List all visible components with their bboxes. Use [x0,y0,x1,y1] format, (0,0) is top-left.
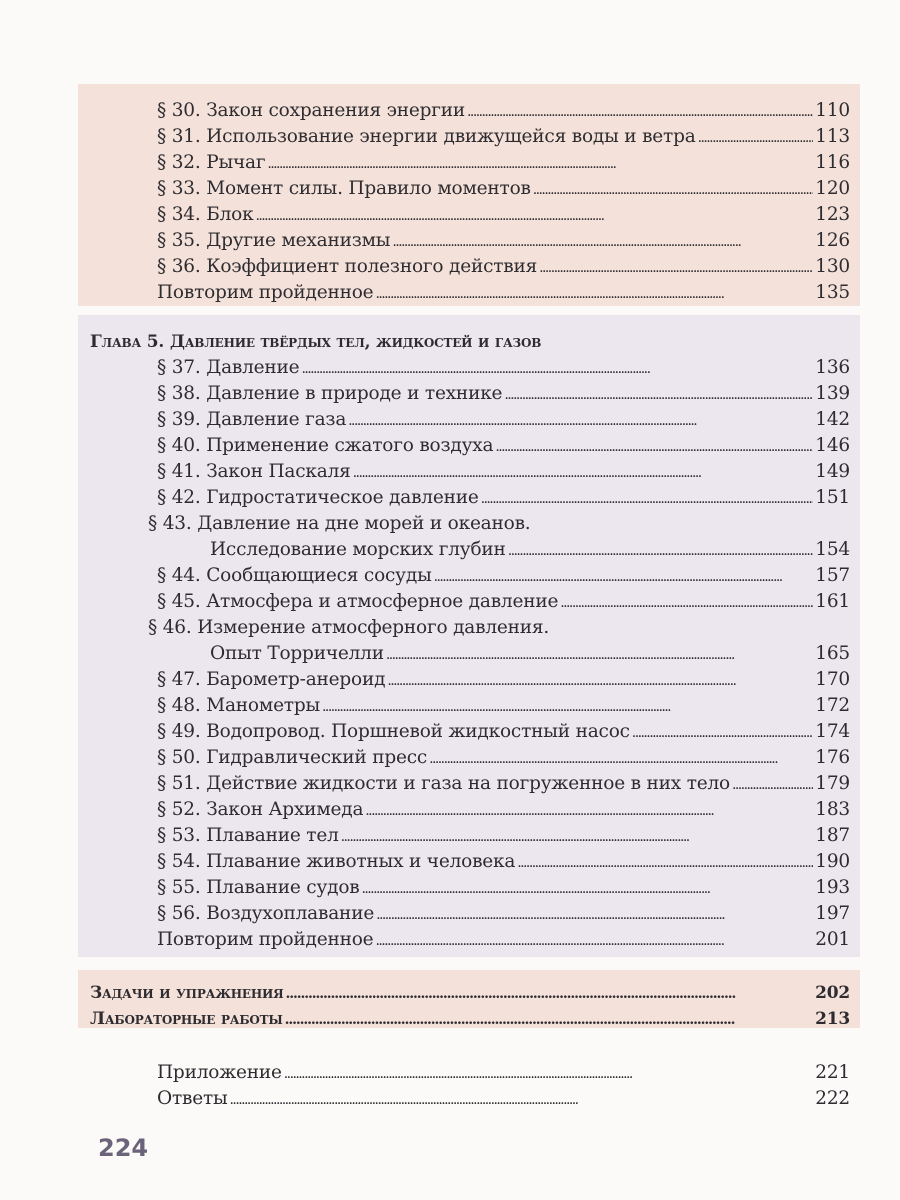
page-number: 224 [98,1134,149,1162]
dot-leader [429,745,813,772]
dot-leader [365,797,813,824]
toc-entry[interactable] [0,693,900,719]
dot-leader [284,1060,814,1087]
toc-entry-title: Опыт Торричелли [210,643,384,664]
toc-entry[interactable] [0,1086,900,1112]
toc-entry[interactable] [0,563,900,589]
toc-entry[interactable] [0,901,900,927]
chapter5-toc-section [0,329,900,953]
toc-entry-title: § 53. Плавание тел [157,825,339,846]
toc-entry[interactable] [0,745,900,771]
dot-leader [533,176,814,203]
toc-entry-page: 193 [815,877,850,898]
toc-entry-title: § 42. Гидростатическое давление [157,487,479,508]
toc-entry[interactable] [0,228,900,254]
dot-leader [392,228,813,255]
toc-entry-title: § 34. Блок [157,204,254,225]
dot-leader [286,980,814,1007]
dot-leader [732,771,813,798]
toc-entry-title: Повторим пройденное [157,282,374,303]
toc-entry[interactable] [0,719,900,745]
toc-entry-title: § 36. Коэффициент полезного действия [157,256,538,277]
toc-entry-page: 116 [815,152,850,173]
dot-leader [481,485,814,512]
toc-entry-page: 120 [815,178,850,199]
toc-entry-page: 187 [815,825,850,846]
toc-entry[interactable] [0,980,900,1006]
dot-leader [322,693,813,720]
toc-entry-title: § 43. Давление на дне морей и океанов. [148,513,531,534]
toc-entry-page: 170 [815,669,850,690]
toc-entry[interactable] [0,615,900,641]
dot-leader [348,407,813,434]
toc-entry-title: Лабораторные работы [90,1009,283,1029]
dot-leader [560,589,813,616]
toc-entry[interactable] [0,823,900,849]
toc-entry-page: 136 [815,357,850,378]
toc-entry[interactable] [0,589,900,615]
toc-entry-page: 176 [815,747,850,768]
toc-entry[interactable] [0,771,900,797]
toc-entry[interactable] [0,1060,900,1086]
dot-leader [375,280,813,307]
toc-entry[interactable] [0,355,900,381]
dot-leader [504,381,813,408]
toc-entry[interactable] [0,511,900,537]
toc-entry-page: 130 [815,256,850,277]
toc-entry[interactable] [0,537,900,563]
toc-entry-page: 161 [815,591,850,612]
toc-entry-title: Исследование морских глубин [210,539,506,560]
toc-entry[interactable] [0,849,900,875]
toc-entry-title: § 44. Сообщающиеся сосуды [157,565,432,586]
toc-entry-title: § 38. Давление в природе и технике [157,383,503,404]
toc-entry-page: 222 [815,1088,850,1109]
toc-entry-page: 146 [815,435,850,456]
dot-leader [698,124,814,151]
toc-entry-page: 135 [815,282,850,303]
toc-entry[interactable] [0,667,900,693]
toc-entry-page: 221 [815,1062,850,1083]
toc-entry-page: 126 [815,230,850,251]
toc-entry[interactable] [0,202,900,228]
toc-entry-title: § 54. Плавание животных и человека [157,851,516,872]
dot-leader [267,150,813,177]
toc-entry-title: § 39. Давление газа [157,409,347,430]
toc-entry-title: § 35. Другие механизмы [157,230,391,251]
toc-entry[interactable] [0,280,900,306]
toc-entry-title: § 33. Момент силы. Правило моментов [157,178,531,199]
toc-entry[interactable] [0,176,900,202]
toc-entry-page: 142 [815,409,850,430]
toc-entry-page: 110 [815,100,850,121]
toc-entry-page: 174 [815,721,850,742]
toc-entry-title: Задачи и упражнения [90,983,284,1003]
dot-leader [386,641,813,668]
dot-leader [434,563,814,590]
chapter4-toc-section [0,98,900,306]
toc-entry-title: § 31. Использование энергии движущейся воды и ветра [157,126,696,147]
toc-entry-title: § 52. Закон Архимеда [157,799,364,820]
toc-entry-page: 213 [815,1009,850,1029]
toc-entry-title: § 49. Водопровод. Поршневой жидкостный насос [157,721,630,742]
toc-entry-page: 151 [815,487,850,508]
toc-entry-title: § 51. Действие жидкости и газа на погруженное в них тело [157,773,730,794]
toc-entry-title: Ответы [157,1088,228,1109]
toc-entry-title: Повторим пройденное [157,929,374,950]
toc-entry-title: § 32. Рычаг [157,152,266,173]
toc-entry-title: § 45. Атмосфера и атмосферное давление [157,591,559,612]
toc-entry[interactable] [0,407,900,433]
dot-leader [632,719,813,746]
toc-entry-page: 165 [815,643,850,664]
dot-leader [341,823,814,850]
toc-entry-title: § 56. Воздухоплавание [157,903,375,924]
dot-leader [361,875,813,902]
toc-entry-title: Приложение [157,1062,282,1083]
toc-entry-page: 179 [815,773,850,794]
toc-entry-page: 113 [815,126,850,147]
toc-entry-page: 202 [815,983,850,1003]
dot-leader [301,355,813,382]
toc-entry-title: § 30. Закон сохранения энергии [157,100,466,121]
dot-leader [517,849,813,876]
toc-entry[interactable] [0,98,900,124]
dot-leader [230,1086,814,1113]
toc-entry-page: 183 [815,799,850,820]
toc-entry-page: 190 [815,851,850,872]
toc-entry-page: 197 [815,903,850,924]
toc-entry[interactable] [0,381,900,407]
toc-entry-page: 139 [815,383,850,404]
toc-entry[interactable] [0,641,900,667]
dot-leader [255,202,813,229]
toc-entry[interactable] [0,485,900,511]
appendix-toc-section [0,1060,900,1112]
dot-leader [539,254,813,281]
toc-entry[interactable] [0,875,900,901]
toc-entry-title: § 47. Барометр-анероид [157,669,386,690]
toc-entry[interactable] [0,927,900,953]
extras-toc-section [0,980,900,1032]
dot-leader [376,901,813,928]
toc-entry-page: 149 [815,461,850,482]
dot-leader [387,667,813,694]
toc-entry[interactable] [0,254,900,280]
dot-leader [508,537,814,564]
toc-entry-page: 172 [815,695,850,716]
toc-entry-title: § 41. Закон Паскаля [157,461,351,482]
toc-entry-title: § 55. Плавание судов [157,877,360,898]
toc-entry[interactable] [0,1006,900,1032]
toc-entry-page: 201 [815,929,850,950]
toc-entry[interactable] [0,433,900,459]
toc-entry-page: 123 [815,204,850,225]
toc-entry[interactable] [0,124,900,150]
dot-leader [285,1006,814,1033]
toc-entry-page: 154 [815,539,850,560]
toc-entry-page: 157 [815,565,850,586]
toc-entry-title: § 50. Гидравлический пресс [157,747,428,768]
toc-entry[interactable] [0,150,900,176]
toc-entry-title: § 46. Измерение атмосферного давления. [148,617,550,638]
dot-leader [353,459,814,486]
chapter5-title[interactable]: Глава 5. Давление твёрдых тел, жидкостей и газов [90,332,542,352]
dot-leader [495,433,813,460]
toc-entry[interactable] [0,459,900,485]
dot-leader [467,98,813,125]
toc-entry[interactable] [0,797,900,823]
toc-entry-title: § 40. Применение сжатого воздуха [157,435,494,456]
toc-entry-title: § 37. Давление [157,357,300,378]
toc-entry-title: § 48. Манометры [157,695,321,716]
dot-leader [375,927,813,954]
